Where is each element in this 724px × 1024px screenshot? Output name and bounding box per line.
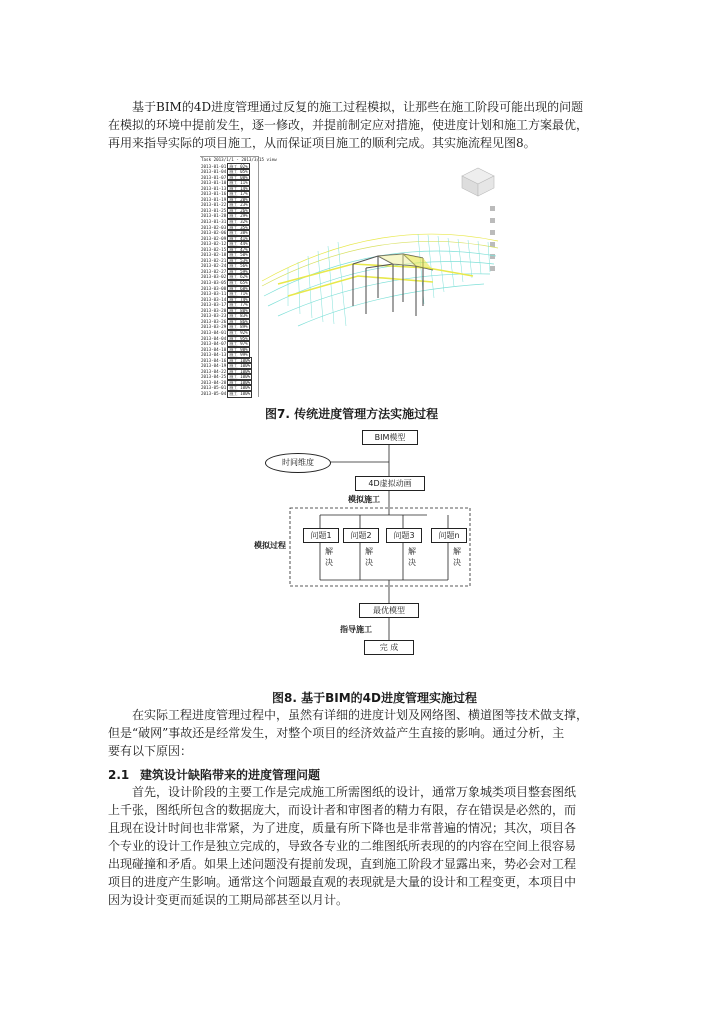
problem-n-box: 问题n	[431, 528, 467, 543]
schedule-tag: 施工 26%	[229, 207, 248, 213]
schedule-date: 2013-01-01	[201, 163, 227, 169]
schedule-tag: 施工 05%	[229, 169, 248, 175]
schedule-tag: 施工 08%	[229, 174, 248, 180]
schedule-tag: 施工 86%	[229, 318, 248, 324]
schedule-date: 2013-02-15	[201, 246, 227, 252]
text-line: 上千张，图纸所包含的数据庞大，而设计者和审图者的精力有限，存在错误是必然的，而	[108, 803, 577, 817]
schedule-date: 2013-03-17	[201, 302, 227, 308]
schedule-header: Task 2013/1/1 - 2013/3/15 view	[201, 157, 277, 162]
4d-animation-box: 4D虚拟动画	[355, 476, 425, 491]
schedule-tag: 施工 44%	[229, 241, 248, 247]
schedule-tag: 施工 97%	[229, 341, 248, 347]
schedule-date: 2013-05-04	[201, 390, 227, 396]
schedule-date: 2013-04-22	[201, 368, 227, 374]
cable-lines	[288, 234, 490, 326]
schedule-date: 2013-01-22	[201, 202, 227, 208]
schedule-date: 2013-02-12	[201, 241, 227, 247]
schedule-date: 2013-03-11	[201, 291, 227, 297]
text-line: 项目的进度产生影响。通常这个问题最直观的表现就是大量的设计和工程变更，本项目中	[108, 875, 577, 889]
schedule-tag: 施工 65%	[229, 280, 248, 286]
schedule-date: 2013-04-16	[201, 357, 227, 363]
schedule-date: 2013-02-06	[201, 230, 227, 236]
simulation-process-label: 模拟过程	[254, 541, 286, 550]
solve-label: 解决	[453, 547, 461, 567]
text-line: 再用来指导实际的项目施工，从而保证项目施工的顺利完成。其实施流程见图8。	[108, 136, 536, 150]
paragraph-2	[108, 706, 628, 760]
complete-box: 完 成	[364, 640, 414, 655]
view-cube-icon	[462, 168, 494, 196]
schedule-tag: 施工 100%	[229, 357, 251, 363]
schedule-tag: 施工 53%	[229, 257, 248, 263]
schedule-tag: 施工 62%	[229, 274, 248, 280]
paragraph-3	[108, 783, 628, 909]
simulate-construction-label: 模拟施工	[348, 495, 380, 504]
text-line: 且现在设计时间也非常紧，为了进度，质量有所下降也是非常普遍的情况；其次，项目各	[108, 821, 577, 835]
schedule-tag: 施工 83%	[229, 313, 248, 319]
section-title: 建筑设计缺陷带来的进度管理问题	[140, 768, 321, 782]
schedule-tag: 施工 29%	[229, 213, 248, 219]
schedule-tag: 施工 02%	[229, 163, 248, 169]
schedule-tag: 施工 100%	[229, 379, 251, 385]
schedule-date: 2013-02-09	[201, 235, 227, 241]
schedule-tag: 施工 99%	[229, 352, 248, 358]
text-line: 出现碰撞和矛盾。如果上述问题没有提前发现，直到施工阶段才显露出来，势必会对工程	[108, 857, 577, 871]
schedule-date: 2013-04-13	[201, 352, 227, 358]
schedule-date: 2013-01-04	[201, 169, 227, 175]
bim-3d-model-view	[258, 156, 520, 398]
schedule-date: 2013-04-28	[201, 379, 227, 385]
schedule-tag: 施工 14%	[229, 185, 248, 191]
problem-3-box: 问题3	[386, 528, 422, 543]
schedule-date: 2013-02-24	[201, 263, 227, 269]
time-dimension-oval: 时间维度	[265, 453, 331, 473]
schedule-date: 2013-01-25	[201, 207, 227, 213]
schedule-tag: 施工 50%	[229, 252, 248, 258]
schedule-tag: 施工 71%	[229, 291, 248, 297]
optimal-model-box: 最优模型	[359, 603, 419, 618]
schedule-tag: 施工 77%	[229, 302, 248, 308]
schedule-tag: 施工 20%	[229, 196, 248, 202]
schedule-list	[200, 156, 277, 397]
schedule-date: 2013-03-08	[201, 285, 227, 291]
schedule-tag: 施工 68%	[229, 285, 248, 291]
schedule-tag: 施工 80%	[229, 307, 248, 313]
schedule-tag: 施工 92%	[229, 329, 248, 335]
schedule-date: 2013-04-07	[201, 341, 227, 347]
schedule-date: 2013-01-16	[201, 191, 227, 197]
text-line: 在实际工程进度管理过程中，虽然有详细的进度计划及网络图、横道图等技术做支撑，	[108, 708, 589, 722]
guide-construction-label: 指导施工	[340, 625, 372, 634]
intro-paragraph	[108, 98, 628, 152]
solve-label: 解决	[408, 547, 416, 567]
schedule-tag: 施工 41%	[229, 235, 248, 241]
schedule-date: 2013-03-14	[201, 296, 227, 302]
schedule-date: 2013-02-03	[201, 224, 227, 230]
figure-7-caption: 图7. 传统进度管理方法实施过程	[265, 407, 439, 421]
schedule-date: 2013-04-25	[201, 374, 227, 380]
figure-7-screenshot	[200, 156, 520, 398]
schedule-tag: 施工 38%	[229, 230, 248, 236]
schedule-tag: 施工 95%	[229, 335, 248, 341]
section-heading	[108, 766, 320, 783]
schedule-tag: 施工 100%	[229, 374, 251, 380]
schedule-tag: 施工 47%	[229, 246, 248, 252]
schedule-tag: 施工 98%	[229, 346, 248, 352]
schedule-date: 2013-04-19	[201, 363, 227, 369]
schedule-date: 2013-02-21	[201, 257, 227, 263]
schedule-tag: 施工 100%	[229, 363, 251, 369]
schedule-date: 2013-03-05	[201, 280, 227, 286]
schedule-date: 2013-02-27	[201, 268, 227, 274]
schedule-date: 2013-05-01	[201, 385, 227, 391]
schedule-date: 2013-03-20	[201, 307, 227, 313]
text-line: 基于BIM的4D进度管理通过反复的施工过程模拟，让那些在施工阶段可能出现的问题	[108, 100, 584, 114]
schedule-date: 2013-04-01	[201, 329, 227, 335]
navigation-bar-icon	[490, 206, 495, 271]
text-line: 在模拟的环境中提前发生，逐一修改，并提前制定应对措施，使进度计划和施工方案最优，	[108, 118, 589, 132]
text-line: 个专业的设计工作是独立完成的，导致各专业的二维图纸所表现的的内容在空间上很容易	[108, 839, 577, 853]
schedule-date: 2013-03-29	[201, 324, 227, 330]
figure-8-flowchart	[240, 420, 480, 670]
schedule-date: 2013-01-19	[201, 196, 227, 202]
schedule-tag: 施工 56%	[229, 263, 248, 269]
schedule-date: 2013-01-07	[201, 174, 227, 180]
schedule-tag: 施工 89%	[229, 324, 248, 330]
schedule-row	[200, 390, 258, 396]
schedule-tag: 施工 17%	[229, 191, 248, 197]
figure-8-caption: 图8. 基于BIM的4D进度管理实施过程	[272, 691, 477, 705]
text-line: 因为设计变更而延误的工期局部甚至以月计。	[108, 893, 349, 907]
schedule-date: 2013-03-26	[201, 318, 227, 324]
solve-label: 解决	[325, 547, 333, 567]
schedule-date: 2013-03-02	[201, 274, 227, 280]
schedule-date: 2013-04-04	[201, 335, 227, 341]
solve-label: 解决	[365, 547, 373, 567]
schedule-tag: 施工 100%	[229, 390, 251, 396]
text-line: 要有以下原因：	[108, 744, 193, 758]
schedule-tag: 施工 23%	[229, 202, 248, 208]
bim-model-box: BIM模型	[362, 430, 418, 445]
schedule-tag: 施工 32%	[229, 219, 248, 225]
schedule-date: 2013-01-28	[201, 213, 227, 219]
schedule-tag: 施工 11%	[229, 180, 248, 186]
schedule-date: 2013-01-13	[201, 185, 227, 191]
problem-2-box: 问题2	[343, 528, 379, 543]
section-number: 2.1	[108, 768, 130, 782]
text-line: 首先，设计阶段的主要工作是完成施工所需图纸的设计，通常万象城类项目整套图纸	[108, 785, 577, 799]
schedule-tag: 施工 74%	[229, 296, 248, 302]
schedule-date: 2013-01-31	[201, 219, 227, 225]
schedule-tag: 施工 59%	[229, 268, 248, 274]
schedule-tag: 施工 100%	[229, 385, 251, 391]
schedule-tag: 施工 100%	[229, 368, 251, 374]
problem-1-box: 问题1	[303, 528, 339, 543]
schedule-date: 2013-01-10	[201, 180, 227, 186]
schedule-tag: 施工 35%	[229, 224, 248, 230]
schedule-date: 2013-02-18	[201, 252, 227, 258]
text-line: 但是“破网”事故还是经常发生，对整个项目的经济效益产生直接的影响。通过分析，主	[108, 726, 565, 740]
schedule-date: 2013-03-23	[201, 313, 227, 319]
schedule-date: 2013-04-10	[201, 346, 227, 352]
